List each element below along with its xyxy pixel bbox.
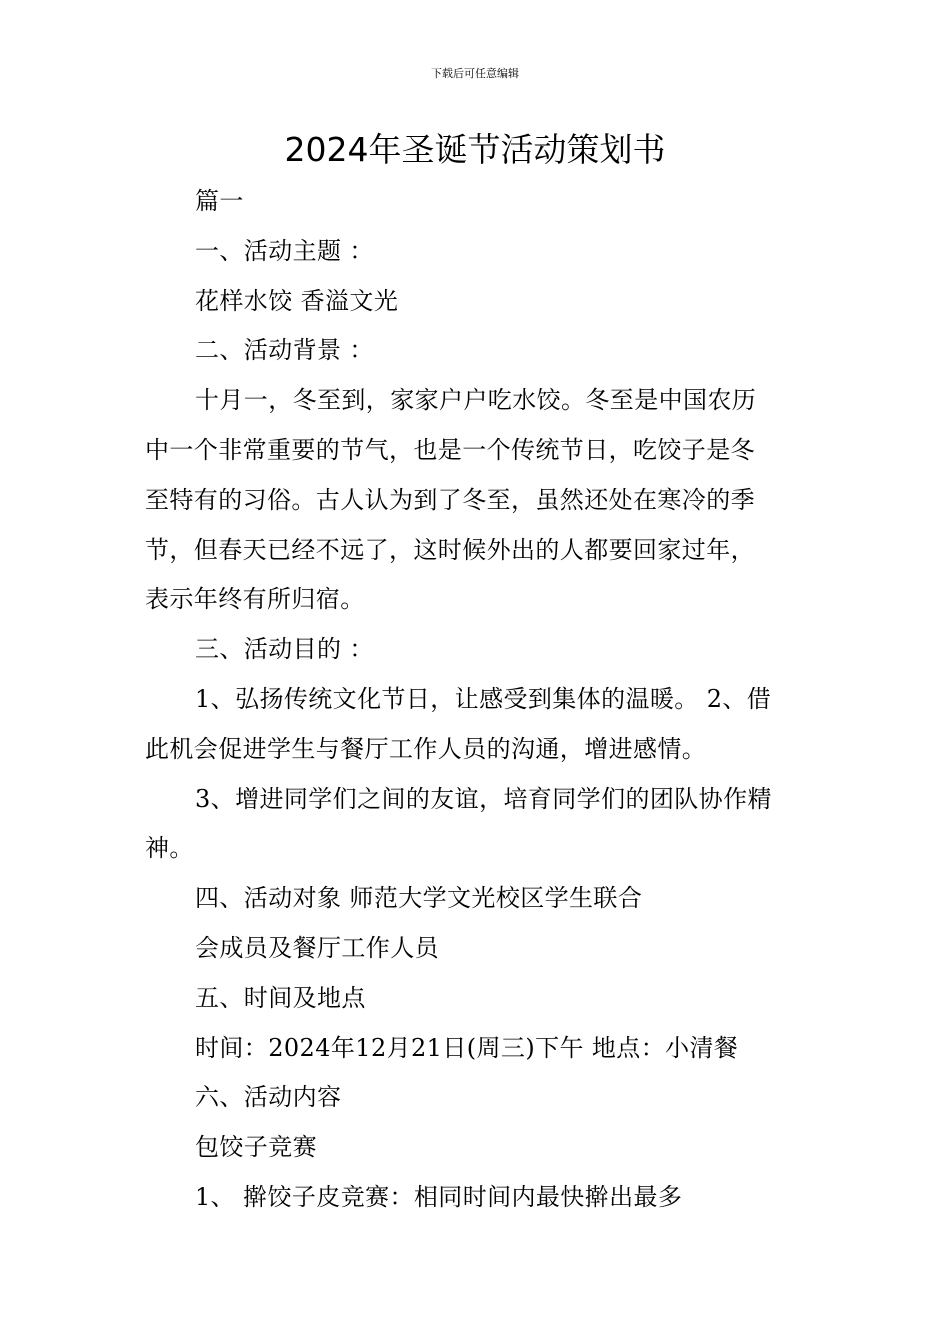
paragraph-line: 3、增进同学们之间的友谊，培育同学们的团队协作精 bbox=[195, 784, 772, 813]
document-body bbox=[145, 177, 807, 1223]
list-item: 1、 擀饺子皮竞赛：相同时间内最快擀出最多 bbox=[195, 1182, 683, 1211]
heading-activity-background: 二、活动背景 ： bbox=[195, 336, 374, 365]
document-title: 2024年圣诞节活动策划书 bbox=[284, 130, 666, 169]
heading-activity-target: 四、活动对象 师范大学文光校区学生联合 bbox=[195, 884, 643, 913]
header-note: 下载后可任意编辑 bbox=[431, 67, 519, 80]
paragraph-line: 此机会促进学生与餐厅工作人员的沟通，增进感情。 bbox=[145, 734, 707, 763]
heading-time-and-place: 五、时间及地点 bbox=[195, 983, 366, 1012]
paragraph-line: 节，但春天已经不远了，这时候外出的人都要回家过年， bbox=[145, 535, 755, 564]
paragraph-line: 1、弘扬传统文化节日，让感受到集体的温暖。 2、借 bbox=[195, 684, 772, 713]
section-label-part-one: 篇一 bbox=[195, 187, 244, 215]
paragraph-line: 十月一，冬至到，家家户户吃水饺。冬至是中国农历 bbox=[195, 386, 757, 415]
paragraph-line: 中一个非常重要的节气，也是一个传统节日，吃饺子是冬 bbox=[145, 435, 755, 464]
paragraph-line: 会成员及餐厅工作人员 bbox=[195, 933, 439, 962]
activity-theme-text: 花样水饺 香溢文光 bbox=[195, 286, 399, 315]
paragraph-line: 神。 bbox=[145, 834, 194, 863]
heading-activity-theme: 一、活动主题 ： bbox=[195, 236, 374, 265]
activity-item-title: 包饺子竞赛 bbox=[195, 1133, 317, 1162]
heading-activity-content: 六、活动内容 bbox=[195, 1083, 342, 1112]
paragraph-line: 至特有的习俗。古人认为到了冬至，虽然还处在寒冷的季 bbox=[145, 485, 755, 514]
time-place-text: 时间：2024年12月21日(周三)下午 地点：小清餐 bbox=[195, 1033, 739, 1062]
paragraph-line: 表示年终有所归宿。 bbox=[145, 585, 365, 614]
heading-activity-purpose: 三、活动目的 ： bbox=[195, 635, 374, 664]
